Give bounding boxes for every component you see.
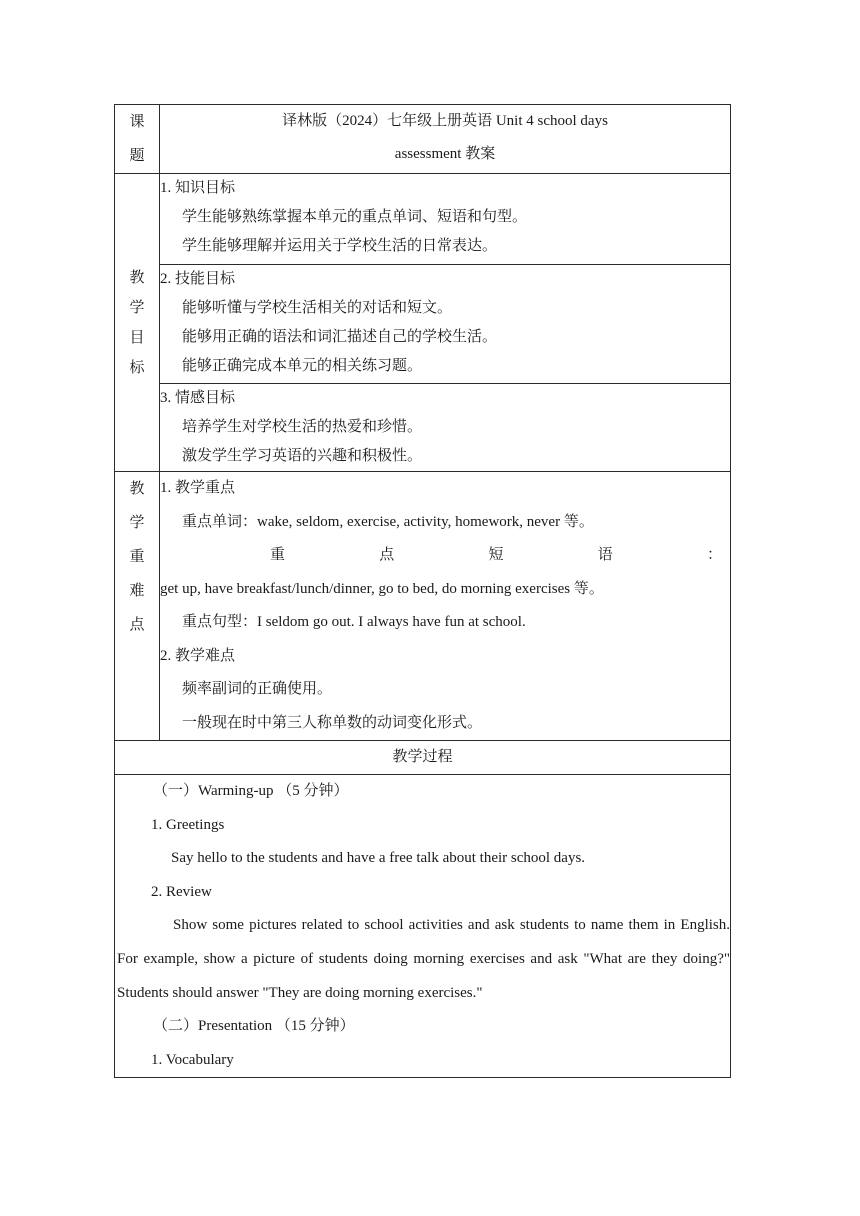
knowledge-item: 学生能够熟练掌握本单元的重点单词、短语和句型。 xyxy=(182,209,528,225)
process-row xyxy=(115,775,731,1078)
knowledge-row xyxy=(115,174,731,265)
objectives-label-char: 标 xyxy=(129,359,145,376)
process-item: 1. Greetings xyxy=(151,816,225,833)
phrases-label-char: 重 xyxy=(270,547,286,563)
skills-row xyxy=(115,265,731,384)
process-item: 2. Review xyxy=(151,883,212,900)
skills-cell xyxy=(160,265,731,384)
emotion-row xyxy=(115,384,731,472)
knowledge-cell xyxy=(160,174,731,265)
keypoints-heading: 1. 教学重点 xyxy=(160,480,236,496)
keypoints-label-char: 点 xyxy=(129,617,145,633)
emotion-heading: 3. 情感目标 xyxy=(160,390,236,406)
process-item-desc: Show some pictures related to school activities and ask students to name them in English. For example, show a picture of students doing morning exercises and ask "What are they doing?" Students should answer "They are doing morning exercises." xyxy=(117,917,730,1001)
lesson-plan-table xyxy=(114,104,731,1078)
skills-heading: 2. 技能目标 xyxy=(160,271,236,287)
keypoints-label-char: 教 xyxy=(129,481,145,497)
keypoints-phrases-label xyxy=(160,539,730,573)
title-row xyxy=(115,105,731,174)
keypoints-cell xyxy=(160,472,731,741)
knowledge-item: 学生能够理解并运用关于学校生活的日常表达。 xyxy=(182,238,498,254)
process-section-heading: （二）Presentation （15 分钟） xyxy=(153,1018,355,1035)
phrases-label-char: 点 xyxy=(379,547,395,563)
title-cell xyxy=(160,105,731,174)
phrases-label-char: ： xyxy=(706,547,722,563)
process-section-heading: （一）Warming-up （5 分钟） xyxy=(153,783,349,799)
title-label-char: 课 xyxy=(129,114,145,130)
objectives-label-char: 教 xyxy=(129,269,145,286)
process-heading: 教学过程 xyxy=(115,741,731,775)
skills-item: 能够用正确的语法和词汇描述自己的学校生活。 xyxy=(182,329,498,345)
objectives-label-char: 目 xyxy=(129,329,145,346)
knowledge-heading: 1. 知识目标 xyxy=(160,180,236,196)
objectives-label-cell xyxy=(115,174,160,472)
skills-item: 能够听懂与学校生活相关的对话和短文。 xyxy=(182,300,453,316)
keypoints-label-char: 学 xyxy=(129,515,145,531)
keypoints-words: 重点单词：wake, seldom, exercise, activity, homework, never 等。 xyxy=(182,513,594,530)
keypoints-phrases: get up, have breakfast/lunch/dinner, go to bed, do morning exercises 等。 xyxy=(160,580,604,597)
keypoints-label-char: 重 xyxy=(129,549,145,565)
emotion-cell xyxy=(160,384,731,472)
emotion-item: 培养学生对学校生活的热爱和珍惜。 xyxy=(182,419,423,435)
phrases-label-char: 短 xyxy=(488,547,504,563)
phrases-label-char: 语 xyxy=(597,547,613,563)
process-item-desc: Say hello to the students and have a free talk about their school days. xyxy=(171,850,586,867)
keypoints-sentences: 重点句型：I seldom go out. I always have fun at school. xyxy=(182,614,526,630)
title-line: 译林版（2024）七年级上册英语 Unit 4 school days xyxy=(282,113,608,129)
objectives-label-char: 学 xyxy=(129,299,145,316)
skills-item: 能够正确完成本单元的相关练习题。 xyxy=(182,358,423,374)
process-item: 1. Vocabulary xyxy=(151,1051,234,1068)
title-label-cell xyxy=(115,105,160,174)
difficulties-heading: 2. 教学难点 xyxy=(160,647,236,664)
process-cell xyxy=(115,775,731,1078)
emotion-item: 激发学生学习英语的兴趣和积极性。 xyxy=(182,448,423,464)
keypoints-row xyxy=(115,472,731,741)
title-label-char: 题 xyxy=(129,148,145,164)
process-heading-row xyxy=(115,741,731,775)
keypoints-label-char: 难 xyxy=(129,583,145,599)
title-line: assessment 教案 xyxy=(394,146,496,162)
keypoints-label-cell xyxy=(115,472,160,741)
difficulty-item: 频率副词的正确使用。 xyxy=(182,681,333,697)
difficulty-item: 一般现在时中第三人称单数的动词变化形式。 xyxy=(182,714,483,731)
